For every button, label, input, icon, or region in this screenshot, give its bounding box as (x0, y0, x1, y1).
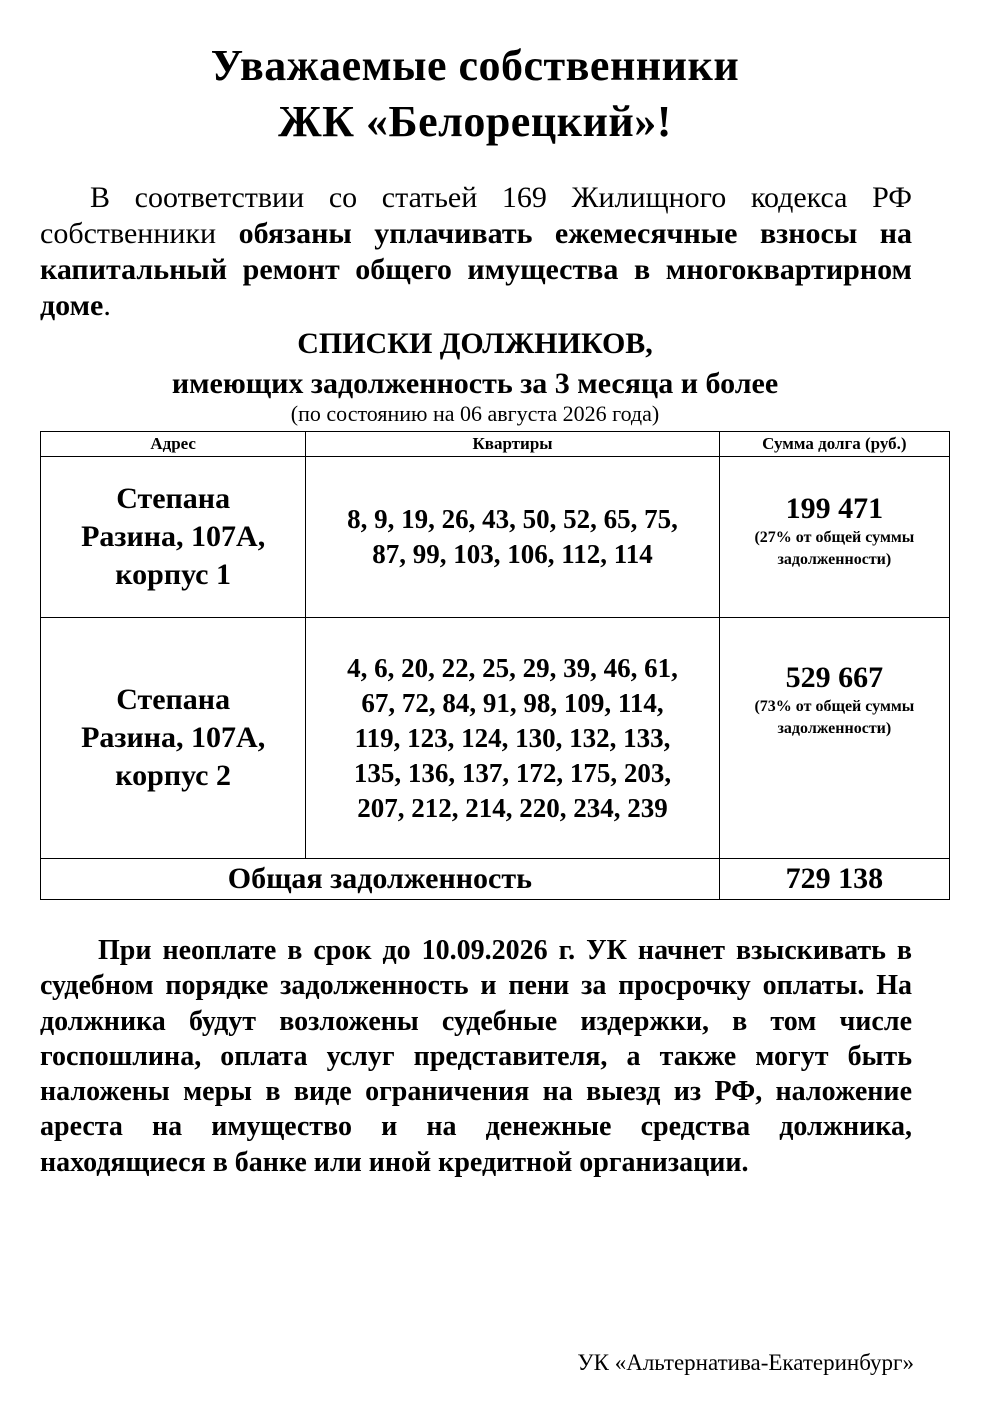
debt-share-line: задолженности) (777, 720, 892, 737)
address-line: корпус 1 (115, 558, 232, 591)
header-apartments: Квартиры (306, 432, 719, 457)
address-line: Степана (116, 482, 231, 515)
debt-share-line: (27% от общей суммы (754, 529, 915, 546)
intro-paragraph (40, 180, 912, 324)
apartments-line: 87, 99, 103, 106, 112, 114 (372, 539, 653, 569)
debtors-list-date: (по состоянию на 06 августа 2026 года) (290, 401, 660, 426)
apartments-line: 207, 212, 214, 220, 234, 239 (357, 792, 668, 823)
intro-text-start: В соответствии со статьей 169 Жилищного кодекса РФ собственники (40, 181, 912, 250)
total-amount: 729 138 (719, 859, 949, 900)
total-label: Общая задолженность (41, 859, 720, 900)
debt-share-line: (73% от общей суммы (754, 698, 915, 715)
apartments-line: 67, 72, 84, 91, 98, 109, 114, (361, 687, 664, 718)
table-row (41, 618, 950, 859)
address-line: Разина, 107А, (81, 520, 266, 553)
apartments-line: 4, 6, 20, 22, 25, 29, 39, 46, 61, (347, 652, 678, 683)
table-row (41, 457, 950, 618)
intro-text-bold: обязаны уплачивать ежемесячные взносы на капитальный ремонт общего имущества в многоквартирном доме (40, 217, 912, 322)
apartments-cell (306, 618, 719, 859)
page-title (40, 38, 910, 150)
apartments-line: 119, 123, 124, 130, 132, 133, (354, 722, 671, 753)
title-line-2: ЖК «Белорецкий»! (278, 97, 672, 146)
warning-text: При неоплате в срок до 10.09.2026 г. УК начнет взыскивать в судебном порядке задолженность и пени за просрочку оплаты. На должника будут возложены судебные издержки, в том числе госпошлина, оплата услуг представителя, а также могут быть наложены меры в виде ограничения на выезд из РФ, наложение ареста на имущество и на денежные средства должника, находящиеся в банке или иной кредитной организации. (40, 935, 912, 1178)
debt-amount: 199 471 (785, 492, 884, 525)
signature: УК «Альтернатива-Екатеринбург» (577, 1350, 914, 1375)
amount-cell (719, 618, 949, 859)
table-header-row (41, 432, 950, 457)
amount-cell (719, 457, 949, 618)
apartments-line: 8, 9, 19, 26, 43, 50, 52, 65, 75, (347, 504, 678, 534)
address-cell (41, 457, 306, 618)
warning-paragraph (40, 933, 912, 1180)
debtors-list-title: СПИСКИ ДОЛЖНИКОВ, (297, 327, 653, 360)
debt-share-line: задолженности) (777, 551, 892, 568)
header-address: Адрес (41, 432, 306, 457)
debtors-table (40, 431, 950, 900)
apartments-cell (306, 457, 719, 618)
debt-amount: 529 667 (785, 661, 884, 694)
header-amount: Сумма долга (руб.) (719, 432, 949, 457)
table-total-row (41, 859, 950, 900)
address-line: корпус 2 (115, 759, 232, 792)
title-line-1: Уважаемые собственники (210, 41, 740, 90)
intro-text-end: . (103, 289, 111, 322)
address-line: Степана (116, 683, 231, 716)
address-line: Разина, 107А, (81, 721, 266, 754)
address-cell (41, 618, 306, 859)
apartments-line: 135, 136, 137, 172, 175, 203, (353, 757, 672, 788)
debtors-list-subtitle: имеющих задолженность за 3 месяца и более (171, 367, 779, 400)
